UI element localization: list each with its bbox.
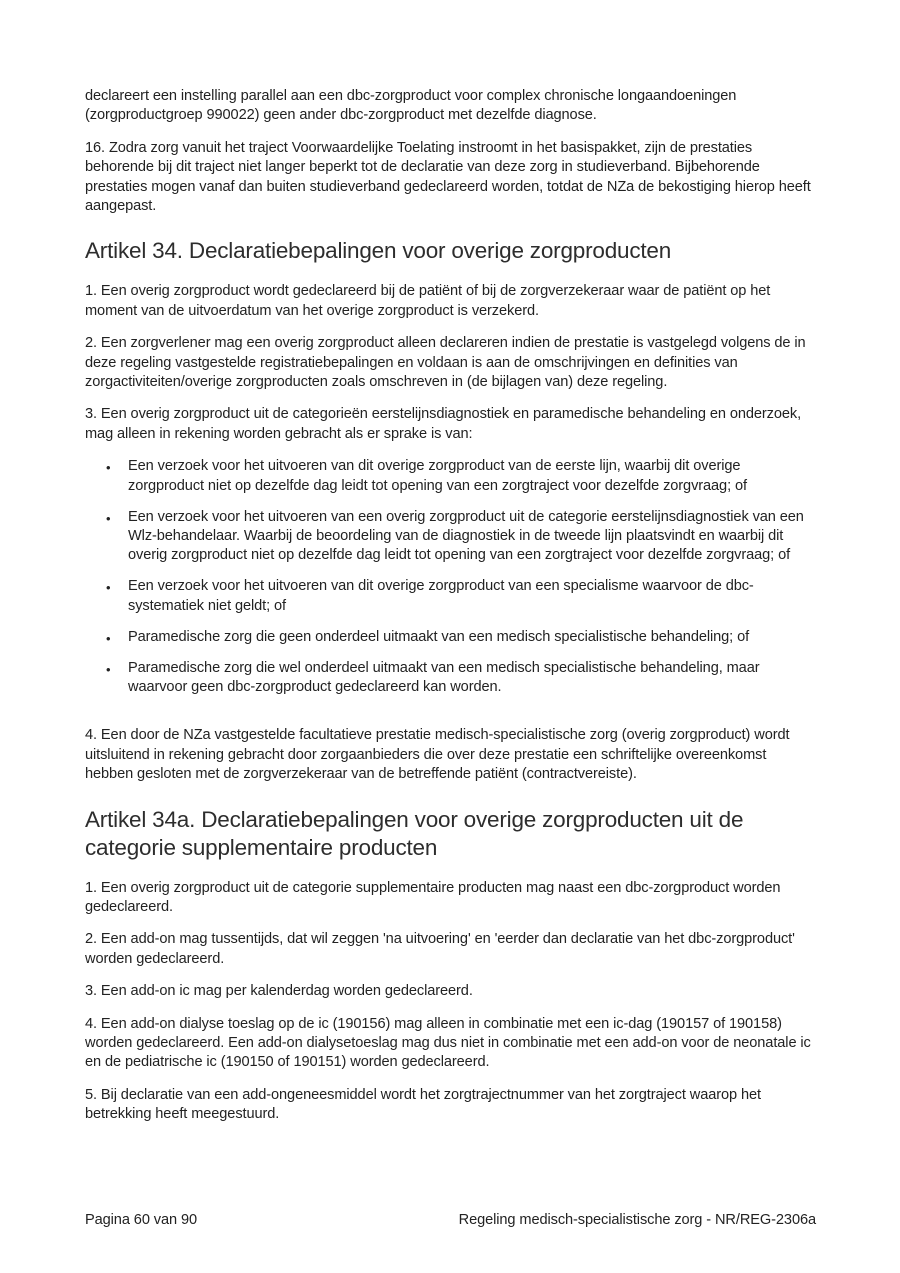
- bullet-item-5: • Paramedische zorg die wel onderdeel uitmaakt van een medisch specialistische behandeling, maar waarvoor geen dbc-zorgproduct gedeclareerd kan worden.: [85, 659, 816, 698]
- article-34a-clause-5: 5. Bij declaratie van een add-ongeneesmiddel wordt het zorgtrajectnummer van het zorgtraject waarop het betrekking heeft meegestuurd.: [85, 1086, 761, 1123]
- page-footer: [85, 1211, 816, 1230]
- article-34-clause-3: 3. Een overig zorgproduct uit de categorieën eerstelijnsdiagnostiek en paramedische behandeling en onderzoek, mag alleen in rekening worden gebracht als er sprake is van:: [85, 406, 802, 442]
- bullet-item-4: • Paramedische zorg die geen onderdeel uitmaakt van een medisch specialistische behandeling; of: [85, 628, 816, 647]
- page-number: Pagina 60 van 90: [85, 1212, 198, 1228]
- bullet-item-3: • Een verzoek voor het uitvoeren van dit overige zorgproduct van een specialisme waarvoor de dbc-systematiek niet geldt; of: [85, 577, 816, 616]
- article-34a-heading: Artikel 34a. Declaratiebepalingen voor overige zorgproducten uit de categorie supplementaire producten: [85, 806, 744, 860]
- article-34a-clause-4: 4. Een add-on dialyse toeslag op de ic (190156) mag alleen in combinatie met een ic-dag (190157 of 190158) worden gedeclareerd. Een add-on dialysetoeslag mag dus niet in combinatie met een add-on voor de neonatale ic en de pediatrische ic (190150 of 190151) worden gedeclareerd.: [85, 1015, 811, 1071]
- intro-paragraph-continuation: declareert een instelling parallel aan een dbc-zorgproduct voor complex chronische longaandoeningen (zorgproductgroep 990022) geen ander dbc-zorgproduct met dezelfde diagnose.: [85, 88, 737, 124]
- article-34a-clause-2: 2. Een add-on mag tussentijds, dat wil zeggen 'na uitvoering' en 'eerder dan declaratie van het dbc-zorgproduct' worden gedeclareerd.: [85, 931, 795, 967]
- article-34-clause-1: 1. Een overig zorgproduct wordt gedeclareerd bij de patiënt of bij de zorgverzekeraar waar de patiënt op het moment van de uitvoerdatum van het overige zorgproduct is verzekerd.: [85, 283, 771, 319]
- article-34-heading: Artikel 34. Declaratiebepalingen voor overige zorgproducten: [85, 238, 672, 264]
- article-34a-clause-1: 1. Een overig zorgproduct uit de categorie supplementaire producten mag naast een dbc-zorgproduct worden gedeclareerd.: [85, 879, 781, 915]
- article-34-bullet-list: [85, 457, 816, 697]
- article-34a-clause-3: 3. Een add-on ic mag per kalenderdag worden gedeclareerd.: [85, 983, 473, 1000]
- article-34-clause-2: 2. Een zorgverlener mag een overig zorgproduct alleen declareren indien de prestatie is vastgelegd volgens de in deze regeling vastgestelde registratiebepalingen en voldaan is aan de omschrijvingen en definities van zorgactiviteiten/overige zorgproducten zoals omschreven in (de bijlagen van) deze regeling.: [85, 335, 806, 391]
- bullet-item-1: • Een verzoek voor het uitvoeren van dit overige zorgproduct van de eerste lijn, waarbij dit overige zorgproduct niet op dezelfde dag leidt tot opening van een zorgtraject voor dezelfde zorgvraag; of: [85, 457, 816, 496]
- document-reference: Regeling medisch-specialistische zorg - NR/REG-2306a: [458, 1212, 816, 1228]
- clause-16-paragraph: 16. Zodra zorg vanuit het traject Voorwaardelijke Toelating instroomt in het basispakket, zijn de prestaties behorende bij dit traject niet langer beperkt tot de declaratie van deze zorg in studieverband. Bijbehorende prestaties mogen vanaf dan buiten studieverband gedeclareerd worden, totdat de NZa de bekostiging hierop heeft aangepast.: [85, 139, 811, 215]
- article-34-clause-4: 4. Een door de NZa vastgestelde facultatieve prestatie medisch-specialistische zorg (overig zorgproduct) wordt uitsluitend in rekening gebracht door zorgaanbieders die over deze prestatie een schriftelijke overeenkomst hebben gesloten met de zorgverzekeraar van de betreffende patiënt (contractvereiste).: [85, 727, 790, 783]
- bullet-item-2: • Een verzoek voor het uitvoeren van een overig zorgproduct uit de categorie eerstelijnsdiagnostiek van een Wlz-behandelaar. Waarbij de beoordeling van de diagnostiek in de tweede lijn plaatsvindt en waarbij dit overig zorgproduct niet op dezelfde dag leidt tot opening van een zorgtraject voor dezelfde zorgvraag; of: [85, 508, 816, 566]
